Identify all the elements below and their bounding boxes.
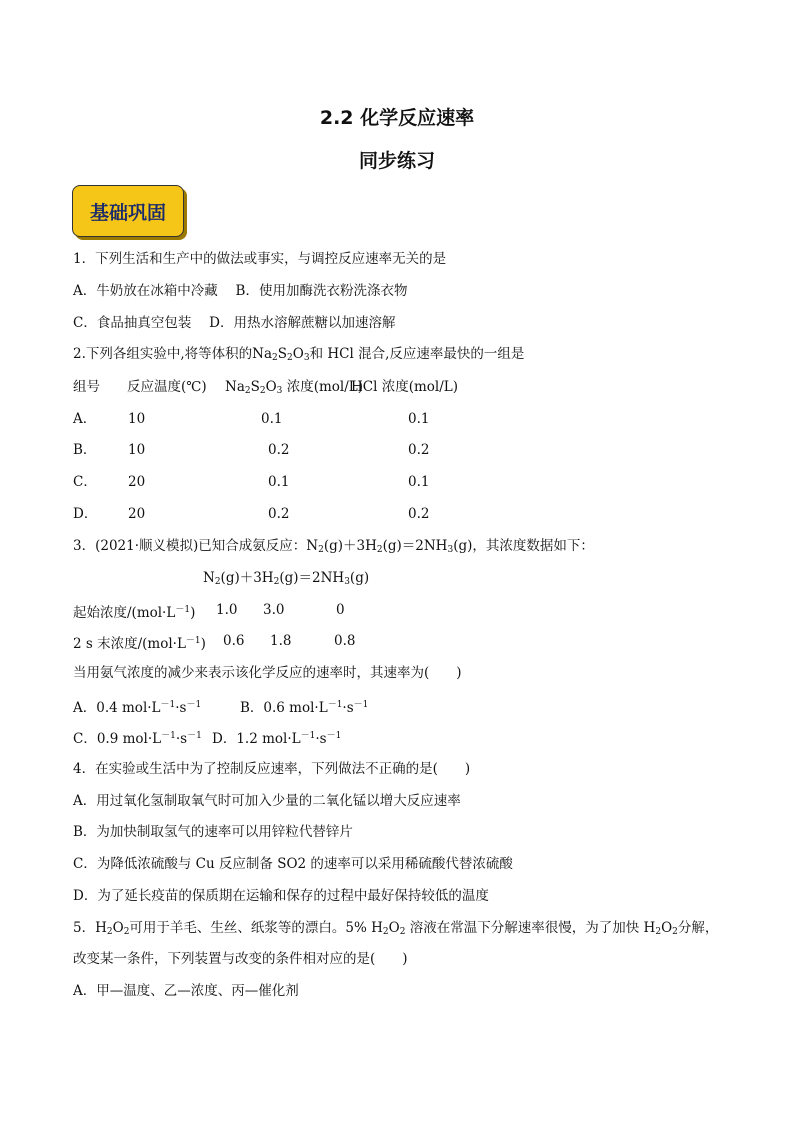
q3-end-h2: 1.8: [270, 633, 292, 649]
q2-header-conc1: $Na_2S_2O_3$ 浓度(mol/L): [225, 379, 363, 396]
q3-option-d: D．1.2 $mol\cdot L^{-1}\cdot s^{-1}$: [212, 731, 342, 747]
section-badge-label: 基础巩固: [89, 201, 166, 224]
q2-row-temp: 20: [128, 506, 146, 522]
q2-stem: [73, 345, 524, 367]
q3-equation: $N_2(g)+3H_2(g)=2NH_3(g)$: [203, 570, 370, 587]
q3-option-a: A．0.4 $mol\cdot L^{-1}\cdot s^{-1}$: [73, 700, 202, 716]
q1-stem: 1．下列生活和生产中的做法或事实，与调控反应速率无关的是: [73, 251, 447, 267]
q2-header-group: 组号: [73, 379, 100, 395]
q5-stem: 5．$H_2O_2$可用于羊毛、生丝、纸浆等的漂白。5% $H_2O_2$ 溶液在常温下分解速率很慢，为了加快 $H_2O_2$分解，: [73, 920, 719, 937]
q3-option-c: C．0.9 $mol\cdot L^{-1}\cdot s^{-1}$: [73, 731, 202, 747]
q4-option-a: A．用过氧化氢制取氧气时可加入少量的二氧化锰以增大反应速率: [73, 793, 461, 809]
q4-option-b: B．为加快制取氢气的速率可以用锌粒代替锌片: [73, 824, 353, 840]
q2-row-conc2: 0.2: [408, 506, 430, 522]
q2-row-temp: 20: [128, 474, 146, 490]
q3-end-n2: 0.6: [223, 633, 245, 649]
q2-row-label: C．: [73, 474, 97, 490]
q1-options-ab: A．牛奶放在冰箱中冷藏 B．使用加酶洗衣粉洗涤衣物: [73, 283, 408, 299]
q4-option-c: C．为降低浓硫酸与 Cu 反应制备 SO2 的速率可以采用稀硫酸代替浓硫酸: [73, 856, 513, 872]
q2-stem-mid: 和 HCl 混合,反应速率最快的一组是: [309, 346, 525, 362]
q2-stem-pre: 2.下列各组实验中,将等体积的: [73, 346, 253, 362]
page-title: 2.2 化学反应速率: [319, 107, 475, 129]
q3-start-nh3: 0: [336, 602, 345, 618]
q3-start-label: 起始浓度$/(mol\cdot L^{-1})$: [73, 605, 196, 621]
q2-formula: $Na_2S_2O_3$: [252, 346, 310, 363]
q3-start-h2: 3.0: [263, 602, 285, 618]
q4-option-d: D．为了延长疫苗的保质期在运输和保存的过程中最好保持较低的温度: [73, 888, 489, 904]
q2-row-conc1: 0.2: [268, 442, 290, 458]
q2-row-conc2: 0.1: [408, 474, 430, 490]
q5-stem-line2: 改变某一条件，下列装置与改变的条件相对应的是( ): [73, 951, 408, 967]
q3-start-n2: 1.0: [216, 602, 238, 618]
q2-row-label: D．: [73, 506, 98, 522]
q2-row-conc2: 0.2: [408, 442, 430, 458]
page-subtitle: 同步练习: [358, 150, 435, 172]
q2-row-temp: 10: [128, 411, 146, 427]
q3-option-b: B．0.6 $mol\cdot L^{-1}\cdot s^{-1}$: [240, 700, 369, 716]
q3-stem: 3．(2021·顺义模拟)已知合成氨反应：$N_2(g)+3H_2(g)=2NH_3(g)$，其浓度数据如下：: [73, 538, 594, 555]
q2-row-conc1: 0.2: [268, 506, 290, 522]
q3-question: 当用氨气浓度的减少来表示该化学反应的速率时，其速率为( ): [73, 665, 462, 681]
q2-header-temp: 反应温度(℃): [127, 379, 207, 395]
q3-end-label: 2 s 末浓度$/(mol\cdot L^{-1})$: [73, 636, 206, 652]
q4-stem: 4．在实验或生活中为了控制反应速率，下列做法不正确的是( ): [73, 761, 471, 777]
q2-row-label: A．: [73, 411, 97, 427]
q2-row-temp: 10: [128, 442, 146, 458]
section-badge: [72, 185, 184, 237]
q2-row-conc2: 0.1: [408, 411, 430, 427]
q1-options-cd: C．食品抽真空包装 D．用热水溶解蔗糖以加速溶解: [73, 315, 396, 331]
q3-end-nh3: 0.8: [334, 633, 356, 649]
q5-option-a: A．甲—温度、乙—浓度、丙—催化剂: [73, 983, 299, 999]
q2-row-conc1: 0.1: [261, 411, 283, 427]
q2-row-label: B．: [73, 442, 97, 458]
q2-header-conc2: HCl 浓度(mol/L): [351, 379, 459, 395]
q2-row-conc1: 0.1: [268, 474, 290, 490]
